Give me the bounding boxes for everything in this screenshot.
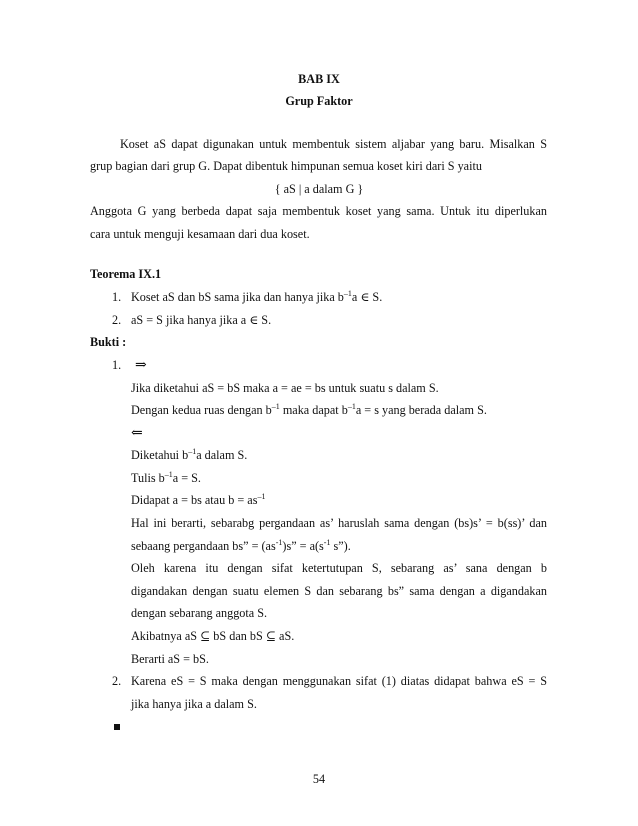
- theorem-item-1: [131, 290, 382, 305]
- proof-line-3-b: a dalam S.: [196, 448, 248, 462]
- proof-heading: Bukti :: [90, 335, 127, 349]
- theorem-item-2-number: 2.: [112, 313, 122, 327]
- proof-line-10: dengan sebarang anggota S.: [131, 606, 268, 620]
- proof-part-2-number: 2.: [112, 674, 122, 688]
- proof-line-6: Hal ini berarti, sebarabg pergandaan as’ haruslah sama dengan (bs)s’ = b(ss)’ dan: [131, 516, 547, 530]
- intro-line-4: cara untuk menguji kesamaan dari dua koset.: [90, 227, 310, 241]
- proof-line-9: digandakan dengan suatu elemen S dan sebarang bs” sama dengan a digandakan: [131, 584, 547, 598]
- inverse-superscript: -1: [275, 538, 283, 547]
- proof-line-7: [131, 539, 351, 554]
- proof-line-5-a: Didapat a = bs atau b = as: [131, 493, 258, 507]
- theorem-item-1-number: 1.: [112, 290, 122, 304]
- chapter-title: Grup Faktor: [285, 94, 353, 108]
- proof-line-7-a: sebaang pergandaan bs” = (as: [131, 539, 276, 553]
- intro-line-2: grup bagian dari grup G. Dapat dibentuk himpunan semua koset kiri dari S yaitu: [90, 159, 482, 173]
- proof-line-13: Karena eS = S maka dengan menggunakan sifat (1) diatas didapat bahwa eS = S: [131, 674, 547, 688]
- set-notation: { aS | a dalam G }: [274, 182, 364, 196]
- proof-line-5: [131, 493, 265, 508]
- implies-right-icon: ⇒: [135, 358, 147, 373]
- page-number: 54: [312, 772, 326, 786]
- theorem-item-1-tail: a ∈ S.: [351, 290, 383, 304]
- proof-line-3-a: Diketahui b: [131, 448, 189, 462]
- proof-line-1: Jika diketahui aS = bS maka a = ae = bs untuk suatu s dalam S.: [131, 381, 439, 395]
- inverse-superscript: –1: [343, 289, 352, 298]
- proof-line-8: Oleh karena itu dengan sifat ketertutupan S, sebarang as’ sana dengan b: [131, 561, 547, 575]
- intro-line-1: Koset aS dapat digunakan untuk membentuk sistem aljabar yang baru. Misalkan S: [120, 137, 547, 151]
- inverse-superscript: –1: [347, 402, 356, 411]
- proof-line-4-a: Tulis b: [131, 471, 165, 485]
- proof-line-11: Akibatnya aS ⊆ bS dan bS ⊆ aS.: [131, 629, 295, 643]
- inverse-superscript: -1: [323, 538, 331, 547]
- proof-line-7-c: s”).: [330, 539, 351, 553]
- proof-line-2: [131, 403, 487, 418]
- theorem-heading: Teorema IX.1: [90, 267, 162, 281]
- proof-line-7-b: )s” = a(s: [282, 539, 324, 553]
- proof-line-14: jika hanya jika a dalam S.: [131, 697, 257, 711]
- chapter-label: BAB IX: [298, 72, 340, 86]
- inverse-superscript: –1: [271, 402, 280, 411]
- implies-left-icon: ⇐: [131, 426, 143, 441]
- inverse-superscript: –1: [257, 492, 266, 501]
- proof-line-2-a: Dengan kedua ruas dengan b: [131, 403, 272, 417]
- proof-line-4-b: a = S.: [172, 471, 201, 485]
- intro-line-3: Anggota G yang berbeda dapat saja membentuk koset yang sama. Untuk itu diperlukan: [90, 204, 547, 218]
- proof-line-2-c: a = s yang berada dalam S.: [355, 403, 487, 417]
- theorem-item-1-text: Koset aS dan bS sama jika dan hanya jika b: [131, 290, 344, 304]
- proof-line-2-b: maka dapat b: [279, 403, 348, 417]
- inverse-superscript: –1: [164, 470, 173, 479]
- proof-line-4: [131, 471, 201, 486]
- proof-part-1-number: 1.: [112, 358, 122, 372]
- proof-line-3: [131, 448, 247, 463]
- inverse-superscript: –1: [188, 447, 197, 456]
- theorem-item-2: aS = S jika hanya jika a ∈ S.: [131, 313, 272, 327]
- proof-line-12: Berarti aS = bS.: [131, 652, 209, 666]
- qed-square-icon: [114, 724, 120, 730]
